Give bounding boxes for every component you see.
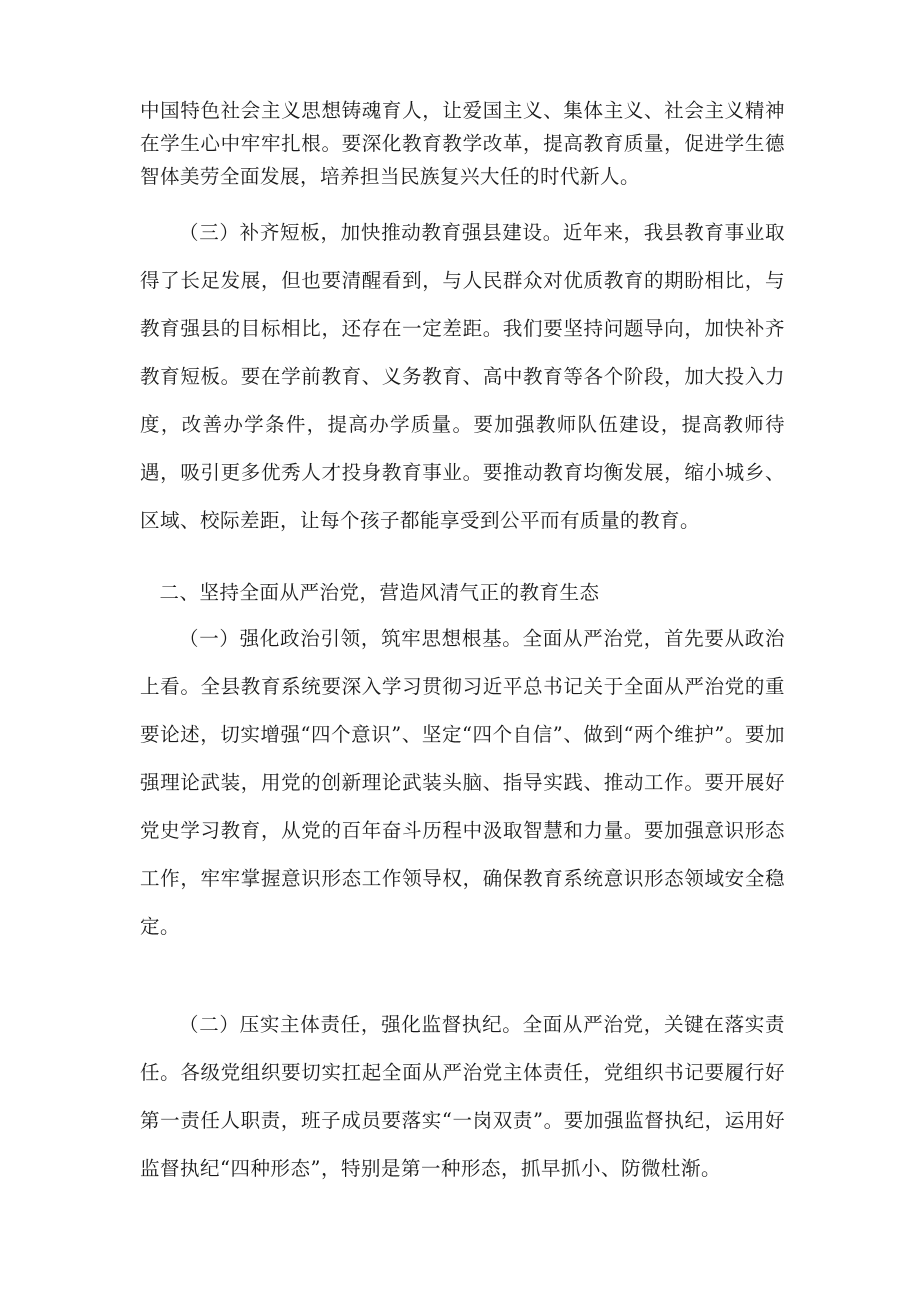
paragraph-section-3: （三）补齐短板，加快推动教育强县建设。近年来，我县教育事业取得了长足发展，但也要清醒看到，与人民群众对优质教育的期盼相比，与教育强县的目标相比，还存在一定差距。我们要坚持问题导向，加快补齐教育短板。要在学前教育、义务教育、高中教育等各个阶段，加大投入力度，改善办学条件，提高办学质量。要加强教师队伍建设，提高教师待遇，吸引更多优秀人才投身教育事业。要推动教育均衡发展，缩小城乡、区域、校际差距，让每个孩子都能享受到公平而有质量的教育。 [140, 221, 785, 532]
paragraph-continuation: 中国特色社会主义思想铸魂育人，让爱国主义、集体主义、社会主义精神在学生心中牢牢扎根。要深化教育教学改革，提高教育质量，促进学生德智体美劳全面发展，培养担当民族复兴大任的时代新人。 [140, 99, 785, 188]
section-heading-2: 二、坚持全面从严治党，营造风清气正的教育生态 [159, 581, 600, 604]
paragraph-subsection-1: （一）强化政治引领，筑牢思想根基。全面从严治党，首先要从政治上看。全县教育系统要深入学习贯彻习近平总书记关于全面从严治党的重要论述，切实增强“四个意识”、坚定“四个自信”、做到“两个维护”。要加强理论武装，用党的创新理论武装头脑、指导实践、推动工作。要开展好党史学习教育，从党的百年奋斗历程中汲取智慧和力量。要加强意识形态工作，牢牢掌握意识形态工作领导权，确保教育系统意识形态领域安全稳定。 [140, 627, 785, 938]
paragraph-subsection-2: （二）压实主体责任，强化监督执纪。全面从严治党，关键在落实责任。各级党组织要切实扛起全面从严治党主体责任，党组织书记要履行好第一责任人职责，班子成员要落实“一岗双责”。要加强监督执纪，运用好监督执纪“四种形态”，特别是第一种形态，抓早抓小、防微杜渐。 [140, 1013, 785, 1180]
